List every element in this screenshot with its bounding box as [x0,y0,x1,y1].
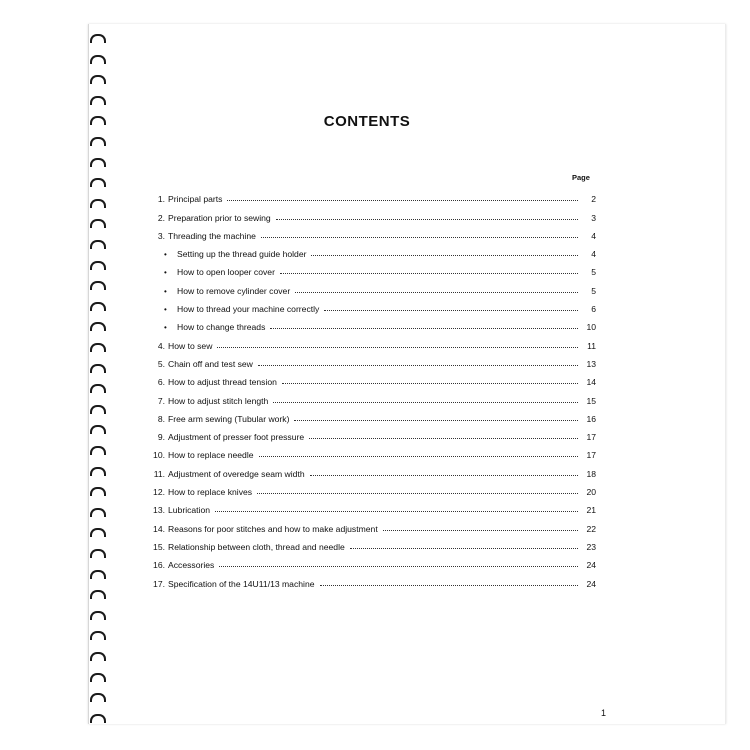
dot-leader [259,456,578,457]
binding-ring [90,158,106,167]
toc-entry-number: 12. [153,487,165,498]
toc-entry-label: Accessories [168,560,215,571]
toc-entry [150,186,596,204]
toc-entry-page: 6 [591,304,596,315]
dot-leader [324,310,578,311]
dot-leader [280,273,578,274]
toc-entry-number: 3. [157,230,165,241]
binding-ring [90,714,106,723]
toc-entry-number: 8. [157,413,165,424]
binding-ring [90,405,106,414]
toc-entry [150,497,596,515]
binding-ring [90,508,106,517]
binding-ring [90,96,106,105]
binding-ring [90,611,106,620]
toc-entry-label: Adjustment of presser foot pressure [168,432,305,443]
binding-ring [90,137,106,146]
dot-leader [295,292,578,293]
toc-entry-label: Lubrication [168,505,211,516]
toc-subentry [150,314,596,332]
dot-leader [257,493,578,494]
toc-entry-label: Preparation prior to sewing [168,212,271,223]
binding-ring [90,590,106,599]
toc-entry-label: How to remove cylinder cover [177,285,291,296]
toc-entry-page: 3 [591,212,596,223]
bullet-icon: • [164,268,167,278]
toc-entry-label: How to replace knives [168,487,253,498]
toc-entry-label: Chain off and test sew [168,358,253,369]
binding-ring [90,549,106,558]
toc-entry-label: How to change threads [177,322,266,333]
toc-entry-number: 4. [157,340,165,351]
binding-ring [90,240,106,249]
toc-entry [150,204,596,222]
binding-ring [90,199,106,208]
toc-entry-number: 17. [153,578,165,589]
binding-ring [90,570,106,579]
toc-entry-page: 10 [586,322,596,333]
toc-entry-label: How to open looper cover [177,267,275,278]
dot-leader [320,585,578,586]
toc-entry [150,387,596,405]
dot-leader [217,347,578,348]
toc-entry-page: 13 [586,358,596,369]
toc-entry-number: 16. [153,560,165,571]
binding-ring [90,322,106,331]
toc-subentry [150,241,596,259]
toc-entry-label: Threading the machine [168,230,256,241]
page-title: CONTENTS [323,113,411,131]
toc-entry-page: 22 [586,523,596,534]
toc-entry-number: 5. [157,358,165,369]
toc-entry [150,552,596,570]
toc-entry [150,406,596,424]
binding-ring [90,446,106,455]
toc-entry-page: 17 [586,450,596,461]
toc-entry-page: 20 [586,487,596,498]
toc-entry-page: 5 [591,285,596,296]
dot-leader [350,548,578,549]
binding-ring [90,384,106,393]
binding-ring [90,261,106,270]
toc-entry [150,369,596,387]
toc-entry [150,570,596,588]
toc-entry-label: How to sew [168,340,213,351]
dot-leader [227,200,578,201]
toc-entry [150,332,596,350]
toc-entry-page: 15 [586,395,596,406]
toc-entry-page: 2 [591,194,596,205]
toc-entry-label: How to adjust thread tension [168,377,277,388]
binding-ring [90,652,106,661]
toc-entry-label: Free arm sewing (Tubular work) [168,413,290,424]
toc-entry-page: 11 [587,340,596,351]
toc-entry-page: 4 [591,230,596,241]
binding-ring [90,467,106,476]
dot-leader [273,402,578,403]
binding-ring [90,281,106,290]
toc-entry-number: 15. [153,541,165,552]
toc-entry-label: Adjustment of overedge seam width [168,468,305,479]
toc-entry-page: 5 [591,267,596,278]
binding-ring [90,55,106,64]
toc-entry [150,351,596,369]
toc-entry-label: Principal parts [168,194,223,205]
bullet-icon: • [164,286,167,296]
toc-entry-number: 2. [157,212,165,223]
table-of-contents [150,186,596,589]
toc-entry-number: 10. [153,450,165,461]
toc-entry-label: Setting up the thread guide holder [177,249,307,260]
toc-entry [150,515,596,533]
toc-entry-page: 18 [586,468,596,479]
toc-entry-page: 14 [586,377,596,388]
toc-entry [150,479,596,497]
page-column-header: Page [572,173,590,182]
dot-leader [309,438,578,439]
toc-entry-label: How to replace needle [168,450,254,461]
binding-ring [90,425,106,434]
binding-ring [90,302,106,311]
toc-entry-number: 1. [157,194,165,205]
dot-leader [294,420,578,421]
dot-leader [383,530,578,531]
binding-ring [90,219,106,228]
bullet-icon: • [164,250,167,260]
toc-entry-page: 17 [586,432,596,443]
bullet-icon: • [164,305,167,315]
toc-subentry [150,277,596,295]
toc-entry [150,460,596,478]
binding-ring [90,75,106,84]
binding-ring [90,487,106,496]
toc-entry [150,424,596,442]
dot-leader [270,328,578,329]
dot-leader [282,383,578,384]
toc-entry-page: 24 [586,560,596,571]
toc-entry-number: 11. [153,468,165,479]
binding-ring [90,528,106,537]
toc-entry-label: Reasons for poor stitches and how to make adjustment [168,523,378,534]
binding-ring [90,343,106,352]
binding-ring [90,693,106,702]
toc-entry-label: Relationship between cloth, thread and needle [168,541,345,552]
binding-ring [90,178,106,187]
toc-entry-number: 13. [153,505,165,516]
dot-leader [311,255,578,256]
toc-entry-page: 21 [586,505,596,516]
dot-leader [261,237,578,238]
binding-ring [90,364,106,373]
toc-entry-label: How to adjust stitch length [168,395,269,406]
toc-entry-page: 24 [586,578,596,589]
toc-entry-label: Specification of the 14U11/13 machine [168,578,315,589]
toc-entry-page: 23 [586,541,596,552]
binding-ring [90,34,106,43]
bullet-icon: • [164,323,167,333]
binding-ring [90,631,106,640]
toc-entry [150,442,596,460]
toc-entry-number: 9. [157,432,165,443]
toc-entry-page: 16 [586,413,596,424]
toc-entry [150,534,596,552]
dot-leader [258,365,578,366]
toc-entry-page: 4 [591,249,596,260]
dot-leader [215,511,578,512]
toc-subentry [150,259,596,277]
binding-ring [90,673,106,682]
toc-entry [150,223,596,241]
toc-entry-label: How to thread your machine correctly [177,304,320,315]
toc-entry-number: 6. [157,377,165,388]
toc-entry-number: 7. [157,395,165,406]
page-number: 1 [601,708,607,718]
dot-leader [276,219,578,220]
dot-leader [219,566,578,567]
toc-entry-number: 14. [153,523,165,534]
dot-leader [310,475,578,476]
toc-subentry [150,296,596,314]
